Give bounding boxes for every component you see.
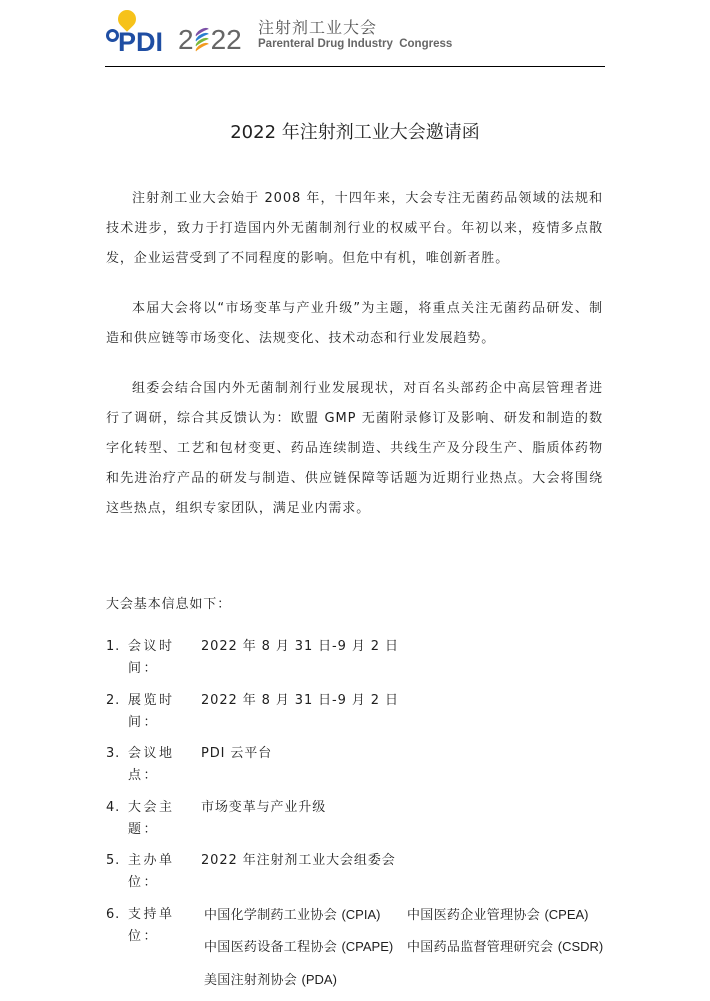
- basic-info-section: [106, 594, 606, 1001]
- brand-name-en: Parenteral Drug Industry Congress: [258, 38, 453, 50]
- item-label: 会议地点：: [128, 746, 175, 783]
- item-value: 2022 年注射剂工业大会组委会: [201, 853, 396, 868]
- item-label: 大会主题：: [128, 799, 175, 837]
- item-label: 支持单位：: [128, 906, 175, 944]
- document-body: [106, 184, 603, 544]
- rings-zero-icon: [194, 29, 211, 51]
- item-label: 主办单位：: [128, 853, 175, 890]
- item-label: 展览时间：: [128, 692, 175, 730]
- item-number: 5.: [106, 853, 121, 868]
- info-item-exhibition-time: [106, 690, 606, 734]
- supporter-csdr: 中国药品监督管理研究会 (CSDR): [407, 939, 604, 955]
- info-item-meeting-time: [106, 636, 606, 680]
- info-item-theme: [106, 797, 606, 841]
- brand-name-cn: 注射剂工业大会: [258, 18, 378, 37]
- header-divider: [105, 66, 605, 67]
- item-number: 3.: [106, 746, 121, 761]
- item-value: PDI 云平台: [201, 746, 273, 761]
- item-number: 6.: [106, 906, 121, 922]
- document-title: 2022 年注射剂工业大会邀请函: [230, 122, 480, 143]
- supporters-list: [204, 904, 607, 992]
- page-header: [104, 8, 606, 56]
- item-number: 2.: [106, 692, 121, 708]
- info-item-organizer: [106, 850, 606, 894]
- pdi-2022-logo: [104, 8, 254, 56]
- info-item-supporters: [106, 904, 606, 992]
- info-heading: 大会基本信息如下：: [106, 597, 232, 612]
- supporter-cpape: 中国医药设备工程协会 (CPAPE): [204, 939, 394, 955]
- supporter-pda: 美国注射剂协会 (PDA): [204, 971, 337, 988]
- paragraph-intro: 注射剂工业大会始于 2008 年，十四年来，大会专注无菌药品领域的法规和技术进步，致力于打造国内外无菌制剂行业的权威平台。年初以来，疫情多点散发，企业运营受到了不同程度的影响。但危中有机，唯创新者胜。: [106, 191, 603, 266]
- item-number: 4.: [106, 799, 121, 815]
- supporter-cpia: 中国化学制药工业协会 (CPIA): [204, 906, 381, 923]
- paragraph-theme: 本届大会将以“市场变革与产业升级”为主题，将重点关注无菌药品研发、制造和供应链等市场变化、法规变化、技术动态和行业发展趋势。: [106, 301, 603, 346]
- logo-year-suffix: 22: [210, 24, 242, 55]
- item-value: 2022 年 8 月 31 日-9 月 2 日: [201, 692, 399, 708]
- item-value: 2022 年 8 月 31 日-9 月 2 日: [201, 639, 399, 654]
- info-item-venue: [106, 743, 606, 787]
- paragraph-survey: 组委会结合国内外无菌制剂行业发展现状，对百名头部药企中高层管理者进行了调研，综合其反馈认为：欧盟 GMP 无菌附录修订及影响、研发和制造的数字化转型、工艺和包材变更、药品连续制造、共线生产及分段生产、脂质体药物和先进治疗产品的研发与制造、供应链保障等话题为近期行业热点。大会将围绕这些热点，组织专家团队，满足业内需求。: [106, 381, 603, 516]
- item-label: 会议时间：: [128, 639, 175, 676]
- item-value: 市场变革与产业升级: [201, 799, 327, 815]
- supporter-cpea: 中国医药企业管理协会 (CPEA): [407, 906, 589, 923]
- item-number: 1.: [106, 639, 121, 654]
- logo-pdi-text: PDI: [118, 27, 164, 57]
- brand-text: [258, 19, 452, 51]
- logo-year-prefix: 2: [178, 24, 194, 55]
- logo-year: [178, 25, 242, 55]
